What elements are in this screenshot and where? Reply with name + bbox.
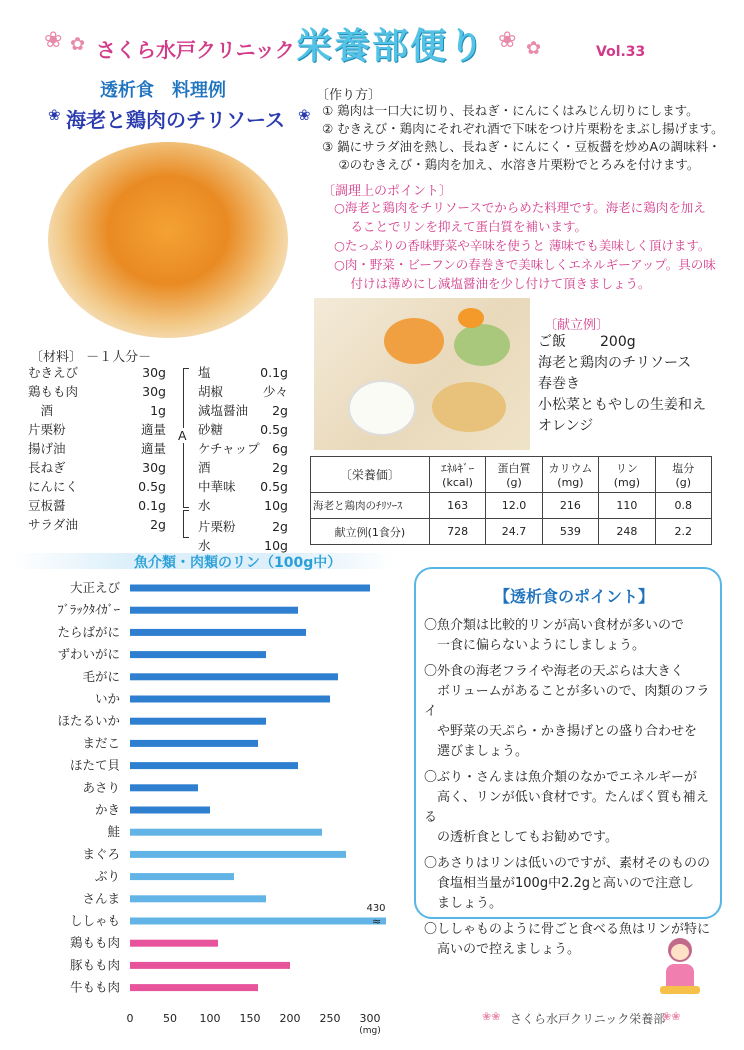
bar-label: ﾌﾞﾗｯｸﾀｲｶﾞｰ: [57, 602, 120, 618]
cooking-point: ○肉・野菜・ビーフンの春巻きで美味しくエネルギーアップ。具の味: [334, 257, 716, 272]
overflow-label: 430: [366, 903, 386, 914]
bar: [130, 629, 306, 636]
material-name: サラダ油: [28, 517, 78, 532]
method-step: ② むきえび・鶏肉にそれぞれ酒で下味をつけ片栗粉をまぶし揚げます。: [322, 121, 724, 136]
bar: [130, 718, 266, 725]
flower-icon: ❀: [298, 106, 311, 124]
material-name: 片栗粉: [28, 422, 66, 437]
dialysis-point-line: ましょう。: [424, 896, 503, 911]
material-amount: 少々: [262, 384, 288, 399]
bar-label: 豚もも肉: [69, 957, 120, 973]
menu-item: 海老と鶏肉のチリソース: [538, 355, 692, 371]
dialysis-point-line: 高いので控えましょう。: [424, 942, 581, 957]
cooking-points: [334, 198, 734, 293]
flower-icon: ❀❀: [662, 1010, 681, 1023]
material-name: 減塩醤油: [198, 403, 249, 418]
dialysis-point-line: 食塩相当量が100g中2.2gと高いので注意し: [424, 876, 694, 891]
materials-heading: 〔材料〕 －１人分－: [30, 350, 152, 365]
menu-item: 春巻き: [538, 376, 580, 392]
flower-icon: ❀❀: [482, 1010, 501, 1023]
material-name: 揚げ油: [28, 441, 66, 456]
dialysis-point-line: の透析食としてもお勧めです。: [424, 830, 618, 845]
material-amount: 0.1g: [260, 365, 288, 380]
dialysis-point: [424, 616, 720, 656]
footer-clinic: さくら水戸クリニック栄養部: [510, 1012, 666, 1026]
tick-label: 200: [279, 1011, 301, 1025]
bar: [130, 784, 198, 791]
bar: [130, 918, 386, 925]
dialysis-point: [424, 768, 720, 848]
bar-label: かき: [94, 802, 120, 817]
tick-label: 100: [199, 1011, 221, 1025]
dialysis-point-line: 〇魚介類は比較的リンが高い食材が多いので: [424, 618, 685, 633]
bar-label: あさり: [82, 779, 120, 795]
bar-label: ほたて貝: [69, 757, 120, 773]
bar-label: 大正えび: [69, 580, 120, 595]
chart-title: 魚介類・肉類のリン（100g中）: [134, 555, 342, 571]
cooking-point: ることでリンを抑えて蛋白質を補います。: [334, 219, 587, 234]
menu-item: 小松菜ともやしの生姜和え: [538, 397, 706, 413]
bar-label: まだこ: [82, 735, 120, 751]
bar-label: ずわいがに: [57, 646, 120, 662]
material-name: ケチャップ: [198, 441, 260, 456]
cooking-point: ○たっぷりの香味野菜や辛味を使うと 薄味でも美味しく頂けます。: [334, 238, 711, 253]
points-heading: 〔調理上のポイント〕: [322, 184, 453, 199]
material-name: 砂糖: [198, 422, 224, 437]
material-amount: 30g: [142, 384, 166, 399]
phosphorus-bar-chart: [0, 570, 400, 1036]
material-name: 片栗粉: [198, 519, 236, 534]
axis-break-mark: ≈: [372, 915, 382, 928]
bar-label: 毛がに: [82, 668, 120, 684]
material-amount: 0.5g: [260, 422, 288, 437]
material-name: 塩: [198, 365, 211, 380]
flower-icon: ❀: [498, 28, 517, 53]
material-amount: 10g: [264, 498, 288, 513]
bar-label: ししゃも: [69, 913, 120, 928]
material-amount: 1g: [150, 403, 166, 418]
bracket-starch: [183, 510, 189, 538]
bar: [130, 829, 322, 836]
material-name: 豆板醤: [28, 498, 66, 513]
material-amount: 適量: [140, 422, 166, 437]
bar-label: たらばがに: [57, 624, 120, 640]
cooking-point: ○海老と鶏肉をチリソースでからめた料理です。海老に鶏肉を加え: [334, 200, 706, 215]
dialysis-points-list: [424, 616, 720, 966]
material-amount: 適量: [140, 441, 166, 456]
material-amount: 2g: [272, 460, 288, 475]
bar: [130, 673, 338, 680]
material-name: 酒: [198, 460, 211, 475]
material-name: 長ねぎ: [28, 460, 66, 475]
material-amount: 2g: [272, 403, 288, 418]
dialysis-point-line: や野菜の天ぷら・かき揚げとの盛り合わせを: [424, 724, 698, 739]
bar-label: さんま: [82, 890, 120, 906]
flower-icon: ✿: [526, 38, 542, 59]
material-amount: 0.5g: [138, 479, 166, 494]
method-steps: [322, 102, 734, 174]
bar: [130, 940, 218, 947]
dish-name: 海老と鶏肉のチリソース: [66, 108, 285, 132]
material-amount: 0.1g: [138, 498, 166, 513]
dialysis-point-line: 高く、リンが低い食材です。たんぱく質も補える: [424, 790, 709, 825]
table-row: 献立例(1食分) 728 24.7 539 248 2.2: [311, 519, 712, 545]
group-a-label: A: [178, 428, 187, 443]
bar: [130, 740, 258, 747]
nutrition-col: カリウム (mg): [542, 457, 598, 493]
bar: [130, 585, 370, 592]
material-amount: 30g: [142, 460, 166, 475]
nutrition-col: リン (mg): [599, 457, 655, 493]
nutrition-table: [310, 456, 712, 545]
dialysis-point-line: 一食に偏らないようにしましょう。: [424, 638, 646, 653]
dialysis-point-line: 〇外食の海老フライや海老の天ぷらは大きく: [424, 664, 684, 679]
bar-label: ぶり: [94, 868, 120, 884]
material-name: 鶏もも肉: [28, 384, 79, 399]
table-row: 海老と鶏肉のﾁﾘｿｰｽ 163 12.0 216 110 0.8: [311, 493, 712, 519]
material-name: 水: [198, 538, 211, 553]
nutrition-col: 塩分 (g): [655, 457, 711, 493]
bar-label: ほたるいか: [57, 713, 120, 729]
method-step: ②のむきえび・鶏肉を加え、水溶き片栗粉でとろみを付けます。: [322, 157, 700, 172]
method-step: ③ 鍋にサラダ油を熱し、長ねぎ・にんにく・豆板醤を炒めAの調味料・: [322, 139, 721, 154]
material-amount: 2g: [272, 519, 288, 534]
nutrition-col: ｴﾈﾙｷﾞｰ (kcal): [429, 457, 485, 493]
menu-item: オレンジ: [538, 418, 594, 434]
tick-label: 50: [163, 1011, 177, 1025]
tick-label: 250: [319, 1011, 341, 1025]
nutrition-header: 〔栄養価〕: [311, 457, 430, 493]
cooking-point: 付けは薄めにし減塩醤油を少し付けて頂きましょう。: [334, 276, 651, 291]
menu-heading: 〔献立例〕: [544, 318, 610, 333]
bar-label: まぐろ: [82, 846, 120, 862]
material-amount: 0.5g: [260, 479, 288, 494]
material-amount: 30g: [142, 365, 166, 380]
bar-label: いか: [94, 691, 120, 706]
newsletter-title: 栄養部便り: [296, 26, 487, 67]
bar: [130, 696, 330, 703]
material-amount: 6g: [272, 441, 288, 456]
bar: [130, 873, 234, 880]
dialysis-point: [424, 854, 720, 914]
set-meal-photo: [314, 298, 530, 450]
dialysis-point: [424, 662, 720, 762]
dialysis-points-title: 【透析食のポイント】: [494, 587, 655, 606]
material-name: 水: [198, 498, 211, 513]
tick-label: 0: [126, 1011, 134, 1025]
bar: [130, 651, 266, 658]
clinic-name: さくら水戸クリニック: [96, 38, 295, 62]
axis-unit: (mg): [359, 1025, 381, 1036]
bar-label: 鶏もも肉: [69, 935, 120, 951]
dish-photo: [48, 142, 288, 338]
dialysis-point-line: 選びましょう。: [424, 744, 529, 759]
bar: [130, 895, 266, 902]
material-name: むきえび: [28, 365, 79, 380]
bar: [130, 762, 298, 769]
material-name: 胡椒: [198, 384, 224, 399]
bar: [130, 984, 258, 991]
menu-item: ご飯 200g: [538, 334, 636, 350]
bar: [130, 962, 290, 969]
tick-label: 150: [239, 1011, 261, 1025]
flower-icon: ❀: [48, 106, 61, 124]
girl-illustration: [660, 936, 700, 998]
method-step: ① 鶏肉は一口大に切り、長ねぎ・にんにくはみじん切りにします。: [322, 103, 699, 118]
dialysis-point-line: 〇ぶり・さんまは魚介類のなかでエネルギーが: [424, 770, 698, 785]
bar: [130, 607, 298, 614]
bar-label: 牛もも肉: [69, 979, 120, 995]
method-heading: 〔作り方〕: [316, 88, 382, 103]
material-amount: 2g: [150, 517, 166, 532]
flower-icon: ❀: [44, 28, 63, 53]
menu-list: [538, 332, 738, 437]
material-name: にんにく: [28, 479, 79, 494]
volume-label: Vol.33: [596, 44, 646, 60]
material-amount: 10g: [264, 538, 288, 553]
dialysis-point-line: ボリュームがあることが多いので、肉類のフライ: [424, 684, 710, 719]
dialysis-point-line: 〇ししゃものように骨ごと食べる魚はリンが特に: [424, 922, 711, 937]
material-name: 酒: [28, 403, 54, 418]
section-subtitle: 透析食 料理例: [100, 80, 226, 101]
material-name: 中華味: [198, 479, 236, 494]
tick-label: 300: [359, 1011, 381, 1025]
bar: [130, 807, 210, 814]
dialysis-point-line: 〇あさりはリンは低いのですが、素材そのものの: [424, 856, 711, 871]
flower-icon: ✿: [70, 34, 86, 55]
bar: [130, 851, 346, 858]
bar-label: 鮭: [107, 824, 120, 840]
nutrition-col: 蛋白質 (g): [486, 457, 542, 493]
